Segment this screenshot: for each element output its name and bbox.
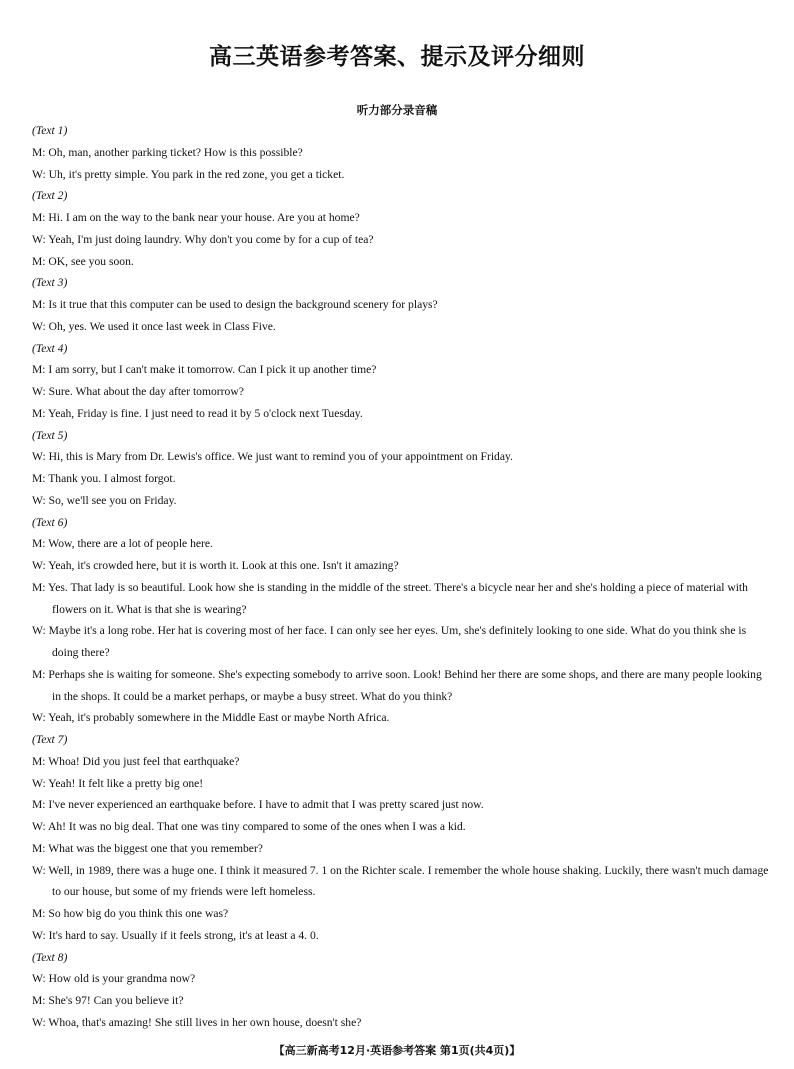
text-label: (Text 1) <box>32 124 68 137</box>
transcript <box>32 120 770 1034</box>
dialog-line: W: It's hard to say. Usually if it feels strong, it's at least a 4. 0. <box>32 928 319 942</box>
dialog-line: M: She's 97! Can you believe it? <box>32 994 184 1007</box>
dialog-line: W: Yeah! It felt like a pretty big one! <box>32 776 204 790</box>
dialog-line: M: What was the biggest one that you remember? <box>32 841 263 855</box>
dialog-line: W: So, we'll see you on Friday. <box>32 493 177 507</box>
text-label: (Text 6) <box>32 515 68 529</box>
dialog-line: W: How old is your grandma now? <box>32 972 196 986</box>
dialog-line: M: I've never experienced an earthquake before. I have to admit that I was pretty scared just now. <box>32 798 484 812</box>
dialog-line: W: Oh, yes. We used it once last week in Class Five. <box>32 319 276 333</box>
dialog-line: M: Hi. I am on the way to the bank near your house. Are you at home? <box>32 211 360 224</box>
text-label: (Text 4) <box>32 341 68 355</box>
dialog-line: M: Perhaps she is waiting for someone. She's expecting somebody to arrive soon. Look! Behind her there are some shops, and there are many people looking in the shops. It could be a market perhaps, or maybe a busy street. What do you think? <box>32 667 762 703</box>
section-subtitle: 听力部分录音稿 <box>356 103 438 117</box>
dialog-line: M: Oh, man, another parking ticket? How is this possible? <box>32 145 303 159</box>
dialog-line: W: Yeah, it's probably somewhere in the Middle East or maybe North Africa. <box>32 711 390 725</box>
text-label: (Text 3) <box>32 276 68 290</box>
page-title: 高三英语参考答案、提示及评分细则 <box>209 44 585 70</box>
dialog-line: W: Whoa, that's amazing! She still lives in her own house, doesn't she? <box>32 1015 362 1029</box>
dialog-line: M: Thank you. I almost forgot. <box>32 472 176 485</box>
dialog-line: M: I am sorry, but I can't make it tomorrow. Can I pick it up another time? <box>32 363 377 377</box>
dialog-line: W: Sure. What about the day after tomorrow? <box>32 385 244 398</box>
dialog-line: M: So how big do you think this one was? <box>32 907 229 920</box>
text-label: (Text 5) <box>32 428 68 442</box>
dialog-line: M: OK, see you soon. <box>32 254 134 268</box>
page-footer: 【高三新高考12月·英语参考答案 第1页(共4页)】 <box>273 1044 521 1057</box>
dialog-line: M: Yes. That lady is so beautiful. Look how she is standing in the middle of the street. There's a bicycle near her and she's holding a piece of material with flowers on it. What is that she is wearing? <box>32 580 748 616</box>
dialog-line: W: Yeah, it's crowded here, but it is worth it. Look at this one. Isn't it amazing? <box>32 559 399 572</box>
text-label: (Text 7) <box>32 733 68 746</box>
dialog-line: M: Whoa! Did you just feel that earthquake? <box>32 754 240 768</box>
dialog-line: W: Maybe it's a long robe. Her hat is covering most of her face. I can only see her eyes. Um, she's definitely looking to one side. What do you think she is doing there? <box>32 624 747 659</box>
dialog-line: W: Hi, this is Mary from Dr. Lewis's office. We just want to remind you of your appointment on Friday. <box>32 450 513 464</box>
dialog-line: W: Uh, it's pretty simple. You park in the red zone, you get a ticket. <box>32 167 345 181</box>
dialog-line: W: Well, in 1989, there was a huge one. I think it measured 7. 1 on the Richter scale. I remember the whole house shaking. Luckily, there wasn't much damage to our house, but some of my friends were left homeless. <box>32 863 769 899</box>
dialog-line: M: Is it true that this computer can be used to design the background scenery for plays? <box>32 298 438 311</box>
dialog-line: M: Wow, there are a lot of people here. <box>32 537 213 551</box>
text-label: (Text 2) <box>32 189 68 203</box>
dialog-line: M: Yeah, Friday is fine. I just need to read it by 5 o'clock next Tuesday. <box>32 406 363 420</box>
dialog-line: W: Yeah, I'm just doing laundry. Why don't you come by for a cup of tea? <box>32 232 374 246</box>
dialog-line: W: Ah! It was no big deal. That one was tiny compared to some of the ones when I was a kid. <box>32 820 466 833</box>
text-label: (Text 8) <box>32 950 68 964</box>
